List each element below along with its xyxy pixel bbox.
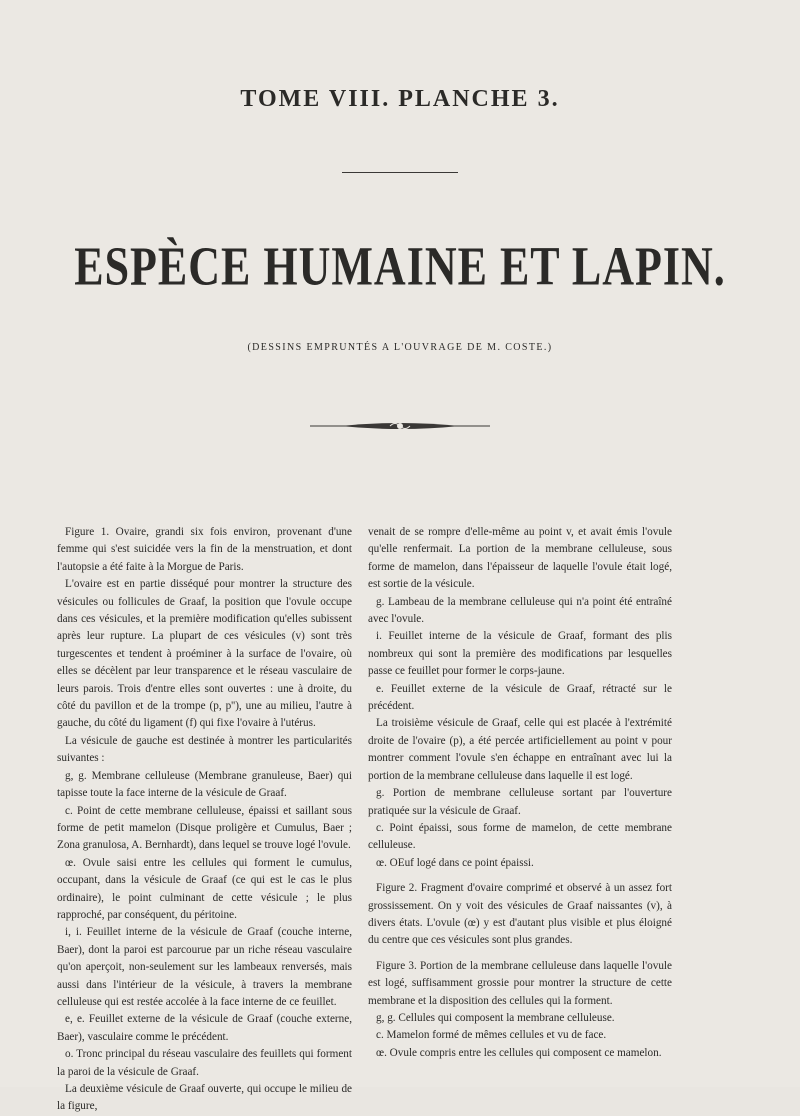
paragraph: e. Feuillet externe de la vésicule de Graaf, rétracté sur le précédent. bbox=[368, 682, 672, 713]
left-column bbox=[57, 524, 352, 1116]
plate-title: ESPÈCE HUMAINE ET LAPIN. bbox=[74, 235, 726, 298]
paragraph: i, i. Feuillet interne de la vésicule de Graaf (couche interne, Baer), dont la paroi est parcourue par un riche réseau vasculaire qu'on aperçoit, non-seulement sur les lambeaux renversés, mais aussi dans l'intérieur de la vésicule, à travers la membrane celluleuse qui est restée accolée à la face interne de ce feuillet. bbox=[57, 926, 352, 1008]
right-column bbox=[368, 524, 672, 1062]
paragraph: g. Portion de membrane celluleuse sortant par l'ouverture pratiquée sur la vésicule de Graaf. bbox=[368, 787, 672, 817]
paragraph: c. Point de cette membrane celluleuse, épaissi et saillant sous forme de petit mamelon (Disque proligère et Cumulus, Baer ; Zona granulosa, A. Bernhardt), dans lequel se trouve logé l'ovule. bbox=[57, 804, 352, 852]
heading-rule bbox=[342, 172, 458, 173]
ornamental-divider-icon bbox=[300, 418, 500, 434]
paragraph: œ. Ovule saisi entre les cellules qui forment le cumulus, occupant, dans la vésicule de Graaf (ce qui est le cas le plus ordinaire), le point culminant de cette vésicule ; le plus rapproché, par conséquent, du péritoine. bbox=[57, 856, 352, 921]
paragraph: g, g. Cellules qui composent la membrane celluleuse. bbox=[376, 1011, 615, 1024]
paragraph: o. Tronc principal du réseau vasculaire des feuillets qui forment la paroi de la vésicule de Graaf. bbox=[57, 1048, 352, 1078]
paragraph: L'ovaire est en partie disséqué pour montrer la structure des vésicules ou follicules de Graaf, la position que l'ovule occupe dans ces vésicules, et la première modification qu'elles subissent après leur rupture. La plupart de ces vésicules (v) sont très turgescentes et tendent à proéminer à la surface de l'ovaire, où elles se décèlent par leur transparence et le réseau vasculaire de leurs parois. Trois d'entre elles sont ouvertes : une à droite, du côté du pavillon et de la trompe (p, p''), une au milieu, l'autre à gauche, du côté du ligament (f) qui fixe l'ovaire à l'utérus. bbox=[57, 578, 352, 730]
paragraph: c. Mamelon formé de mêmes cellules et vu de face. bbox=[376, 1029, 607, 1042]
paragraph: c. Point épaissi, sous forme de mamelon, de cette membrane celluleuse. bbox=[368, 821, 672, 852]
paragraph: venait de se rompre d'elle-même au point v, et avait émis l'ovule qu'elle renfermait. La portion de la membrane celluleuse, sous forme de mamelon, dans l'épaisseur de laquelle l'ovule était logé, est sortie de la vésicule. bbox=[368, 526, 672, 591]
paragraph: g, g. Membrane celluleuse (Membrane granuleuse, Baer) qui tapisse toute la face interne de la vésicule de Graaf. bbox=[57, 769, 352, 800]
source-credit: (DESSINS EMPRUNTÉS A L'OUVRAGE DE M. COSTE.) bbox=[247, 342, 553, 353]
paragraph: La deuxième vésicule de Graaf ouverte, qui occupe le milieu de la figure, bbox=[57, 1083, 352, 1113]
paragraph: La vésicule de gauche est destinée à montrer les particularités suivantes : bbox=[57, 734, 352, 765]
paragraph: e, e. Feuillet externe de la vésicule de Graaf (couche externe, Baer), vasculaire comme le précédent. bbox=[57, 1013, 352, 1043]
paragraph: i. Feuillet interne de la vésicule de Graaf, formant des plis nombreux qui sont la première des modifications par lesquelles passe ce feuillet pour former le corps-jaune. bbox=[368, 630, 672, 678]
paragraph: La troisième vésicule de Graaf, celle qui est placée à l'extrémité droite de l'ovaire (p), a été percée artificiellement au point v pour montrer comment l'ovule s'en échappe en entraînant avec lui la portion de la membrane celluleuse dans laquelle il est logé. bbox=[368, 717, 672, 782]
paragraph: Figure 3. Portion de la membrane celluleuse dans laquelle l'ovule est logé, suffisamment grossie pour montrer la structure de cette membrane et la disposition des cellules qui la forment. bbox=[368, 959, 672, 1007]
tome-heading: TOME VIII. PLANCHE 3. bbox=[240, 86, 560, 112]
paragraph: œ. Ovule compris entre les cellules qui composent ce mamelon. bbox=[376, 1046, 662, 1059]
paragraph: Figure 1. Ovaire, grandi six fois environ, provenant d'une femme qui s'est suicidée vers la fin de la menstruation, et dont l'autopsie a été faite à la Morgue de Paris. bbox=[57, 526, 352, 573]
paragraph: œ. OEuf logé dans ce point épaissi. bbox=[376, 856, 534, 869]
paragraph: Figure 2. Fragment d'ovaire comprimé et observé à un assez fort grossissement. On y voit des vésicules de Graaf naissantes (v), à divers états. L'ovule (œ) y est d'autant plus visible et plus éloigné du centre que ces vésicules sont plus grandes. bbox=[368, 882, 672, 947]
paragraph: g. Lambeau de la membrane celluleuse qui n'a point été entraîné avec l'ovule. bbox=[368, 595, 672, 626]
